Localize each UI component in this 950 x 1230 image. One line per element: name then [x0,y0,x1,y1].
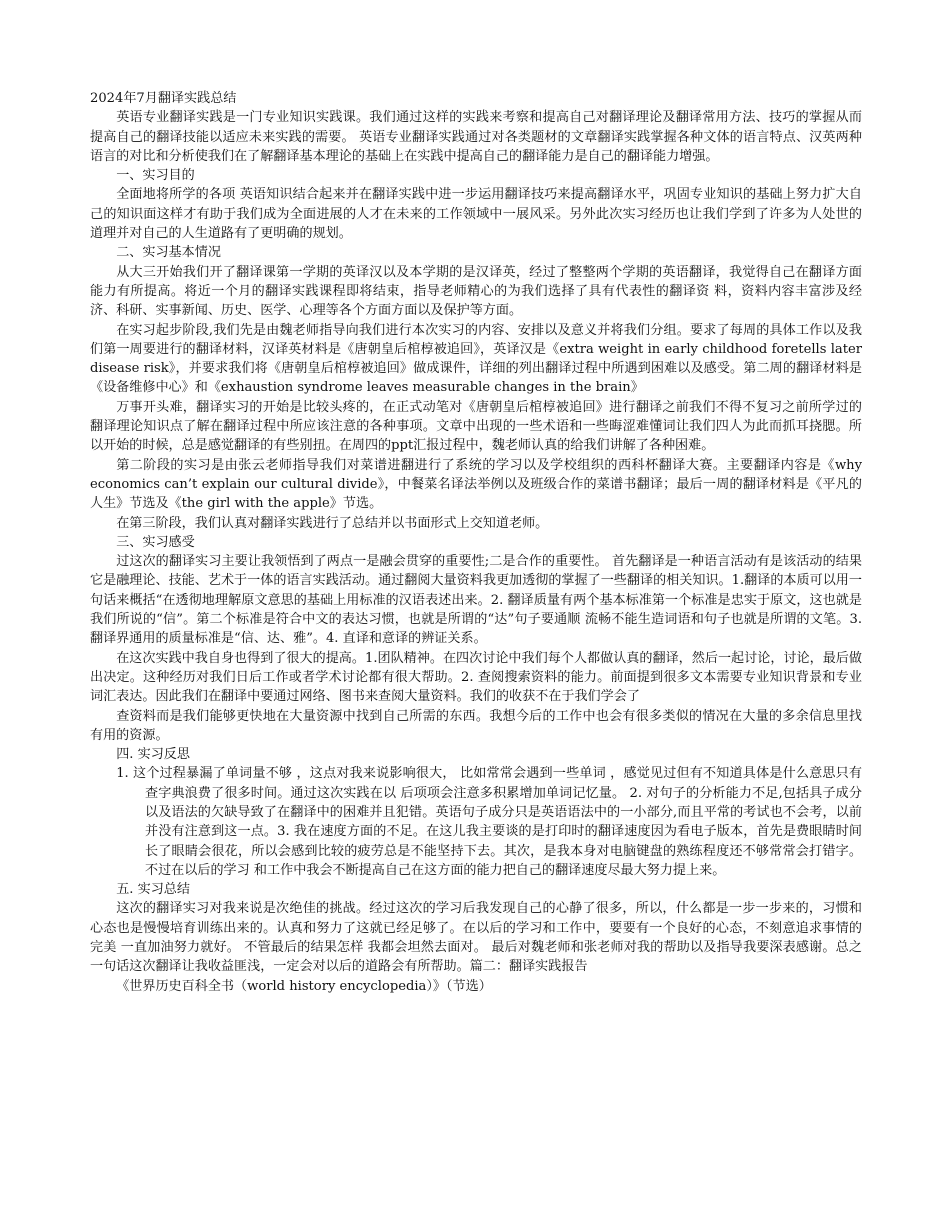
paragraph-basic-3: 万事开头难，翻译实习的开始是比较头疼的，在正式动笔对《唐朝皇后棺椁被追回》进行翻译之前我们不得不复习之前所学过的翻译理论知识点了解在翻译过程中所应该注意的各种事项。文章中出现的一些术语和一些晦涩难懂词让我们四人为此而抓耳挠腮。所以开始的时候，总是感觉翻译的有些别扭。在周四的ppt汇报过程中，魏老师认真的给我们讲解了各种困难。 [90,399,862,454]
paragraph-summary: 这次的翻译实习对我来说是次绝佳的挑战。经过这次的学习后我发现自己的心静了很多，所以，什么都是一步一步来的，习惯和心态也是慢慢培育训练出来的。认真和努力了这就已经足够了。在以后的学习和工作中，要要有一个良好的心态，不刻意追求事情的完美 一直加油努力就好。 不管最后的结果怎样 我都会坦然去面对。 最后对魏老师和张老师对我的帮助以及指导我要深表感谢。总之一句话这次翻译让我收益匪浅，一定会对以后的道路会有所帮助。篇二：翻译实践报告 [90,901,862,975]
heading-reflection: 四. 实习反思 [116,747,190,763]
heading-feelings: 三、实习感受 [116,534,195,550]
heading-purpose: 一、实习目的 [116,168,195,184]
paragraph-basic-4: 第二阶段的实习是由张云老师指导我们对菜谱进翻进行了系统的学习以及学校组织的西科杯翻译大赛。主要翻译内容是《why economics can’t explain our cultural divide》，中餐菜名译法举例以及班级合作的菜谱书翻译；最后一周的翻译材料是《平凡的人生》节选及《the girl with the apple》节选。 [90,457,862,512]
paragraph-purpose: 全面地将所学的各项 英语知识结合起来并在翻译实践中进一步运用翻译技巧来提高翻译水平，巩固专业知识的基础上努力扩大自己的知识面这样才有助于我们成为全面进展的人才在未来的工作领域中一展风采。另外此次实习经历也让我们学到了许多为人处世的道理并对自己的人生道路有了更明确的规划。 [90,187,862,242]
paragraph-feelings-2: 在这次实践中我自身也得到了很大的提高。1.团队精神。在四次讨论中我们每个人都做认真的翻译，然后一起讨论，讨论，最后做出决定。这种经历对我们日后工作或者学术讨论都有很大帮助。2. 查阅搜索资料的能力。前面提到很多文本需要专业知识背景和专业词汇表达。因此我们在翻译中要通过网络、图书来查阅大量资料。我们的收获不在于我们学会了 [90,650,862,705]
paragraph-basic-1: 从大三开始我们开了翻译课第一学期的英译汉以及本学期的是汉译英，经过了整整两个学期的英语翻译，我觉得自己在翻译方面能力有所提高。将近一个月的翻译实践课程即将结束，指导老师精心的为我们选择了具有代表性的翻译资 料，资料内容丰富涉及经济、科研、实事新闻、历史、医学、心理等各个方面方面以及保护等方面。 [90,264,862,319]
paragraph-intro: 英语专业翻译实践是一门专业知识实践课。我们通过这样的实践来考察和提高自己对翻译理论及翻译常用方法、技巧的掌握从而提高自己的翻译技能以适应未来实践的需要。 英语专业翻译实践通过对各类题材的文章翻译实践掌握各种文体的语言特点、汉英两种语言的对比和分析使我们在了解翻译基本理论的基础上在实践中提高自己的翻译能力是自己的翻译能力增强。 [90,110,862,164]
paragraph-excerpt-title: 《世界历史百科全书（world history encyclopedia）》（节选） [116,978,492,994]
heading-basic-situation: 二、实习基本情况 [116,245,221,261]
paragraph-basic-2: 在实习起步阶段,我们先是由魏老师指导向我们进行本次实习的内容、安排以及意义并将我们分组。要求了每周的具体工作以及我们第一周要进行的翻译材料，汉译英材料是《唐朝皇后棺椁被追回》，英译汉是《extra weight in early childhood foretells later disease risk》，并要求我们将《唐朝皇后棺椁被追回》做成课件，详细的列出翻译过程中所遇到困难以及感受。第二周的翻译材料是《设备维修中心》和《exhaustion syndrome leaves measurable changes in the brain》 [90,322,862,396]
paragraph-feelings-1: 过这次的翻译实习主要让我领悟到了两点一是融会贯穿的重要性;二是合作的重要性。 首先翻译是一种语言活动有是该活动的结果它是融理论、技能、艺术于一体的语言实践活动。通过翻阅大量资料我更加透彻的掌握了一些翻译的相关知识。1.翻译的本质可以用一句话来概括“在透彻地理解原文意思的基础上用标准的汉语表述出来。2. 翻译质量有两个基本标准第一个标准是忠实于原文，这也就是我们所说的“信”。第二个标准是符合中文的表达习惯，也就是所谓的“达”句子要通顺 流畅不能生造词语和句子也就是所谓的文笔。3. 翻译界通用的质量标准是“信、达、雅”。4. 直译和意译的辨证关系。 [90,554,862,647]
list-item-reflection: 1. 这个过程暴漏了单词量不够 ，这点对我来说影响很大， 比如常常会遇到一些单词 ，感觉见过但有不知道具体是什么意思只有查字典浪费了很多时间。通过这次实践在以 后项项会注意多积累增加单词记忆量。 2. 对句子的分析能力不足,包括具子成分以及语法的欠缺导致了在翻译中的困难并且犯错。英语句子成分只是英语语法中的一小部分,而且平常的考试也不会考，以前并没有注意到这一点。3. 我在速度方面的不足。在这儿我主要谈的是打印时的翻译速度因为看电子版本，首先是费眼睛时间长了眼睛会很花，所以会感到比较的疲劳总是不能坚持下去。其次，是我本身对电脑键盘的熟练程度还不够常常会打错字。不过在以后的学习 和工作中我会不断提高自己在这方面的能力把自己的翻译速度尽最大努力提上来。 [116,766,862,878]
heading-summary: 五. 实习总结 [116,882,190,898]
paragraph-basic-5: 在第三阶段，我们认真对翻译实践进行了总结并以书面形式上交知道老师。 [116,515,549,531]
paragraph-feelings-3: 查资料而是我们能够更快地在大量资源中找到自己所需的东西。我想今后的工作中也会有很多类似的情况在大量的多余信息里找有用的资源。 [90,708,862,743]
document-title: 2024年7月翻译实践总结 [90,91,237,106]
document-body [90,89,862,996]
